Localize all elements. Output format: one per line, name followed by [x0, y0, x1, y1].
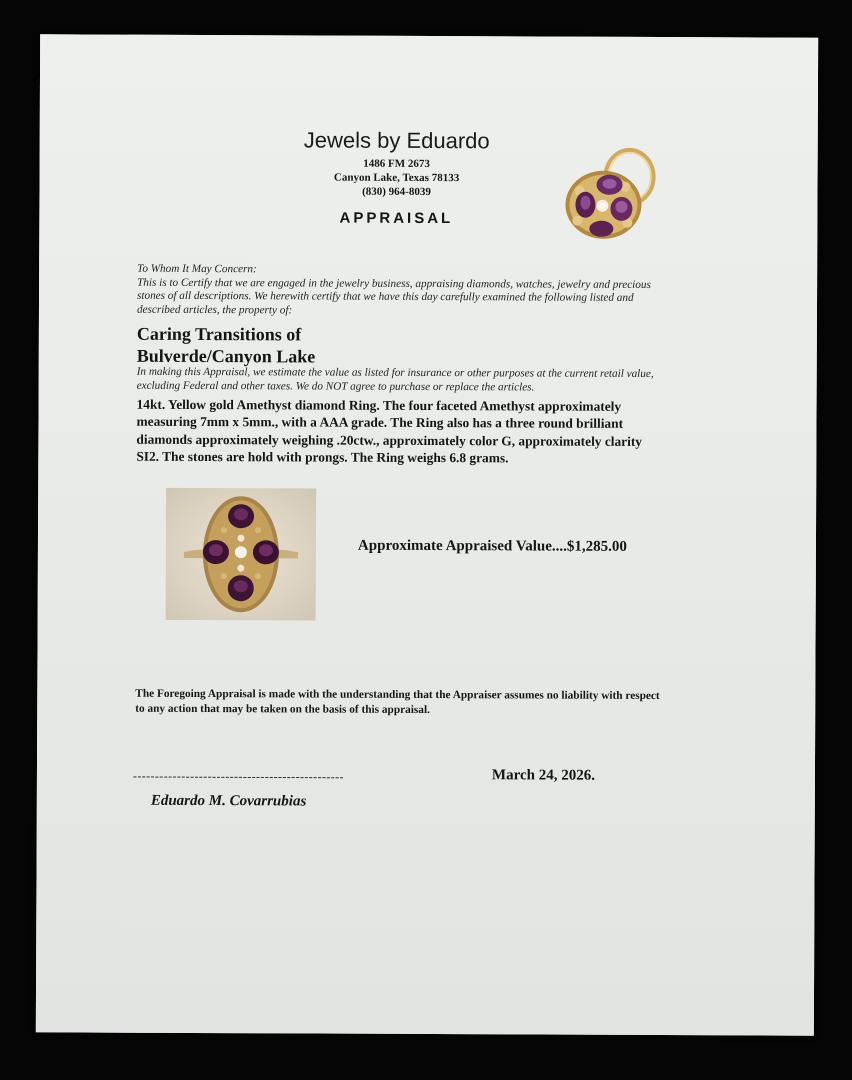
statement-line: stones of all descriptions. We herewith certify that we have this day carefully examined the following listed and — [137, 289, 634, 305]
document-title: APPRAISAL — [339, 209, 454, 228]
description-line: diamonds approximately weighing .20ctw., approximately color G, approximately clarity — [136, 431, 643, 449]
description-line: SI2. The stones are hold with prongs. The Ring weighs 6.8 grams. — [136, 448, 509, 466]
disclaimer-line: The Foregoing Appraisal is made with the understanding that the Appraiser assumes no liability with respect — [135, 687, 660, 703]
appraisal-document — [36, 34, 818, 1035]
statement-line: described articles, the property of: — [136, 303, 293, 317]
appraiser-name: Eduardo M. Covarrubias — [150, 792, 307, 810]
valuation-note-line: In making this Appraisal, we estimate the value as listed for insurance or other purposes at the current retail value, — [136, 365, 654, 380]
address-line-1: 1486 FM 2673 — [363, 157, 430, 171]
disclaimer-line: to any action that may be taken on the basis of this appraisal. — [135, 702, 430, 716]
phone-number: (830) 964-8039 — [362, 185, 431, 199]
valuation-note — [137, 366, 777, 396]
owner-line-1: Caring Transitions of — [136, 323, 302, 345]
salutation: To Whom It May Concern: — [137, 262, 257, 276]
owner-line-2: Bulverde/Canyon Lake — [136, 345, 316, 367]
appraisal-date: March 24, 2026. — [491, 767, 596, 784]
liability-disclaimer — [135, 687, 775, 719]
ring-image — [166, 488, 317, 621]
signature-line: ------------------------------------------------ — [132, 768, 344, 784]
address-line-2: Canyon Lake, Texas 78133 — [333, 171, 460, 185]
business-name: Jewels by Eduardo — [303, 127, 490, 154]
appraised-value: Approximate Appraised Value....$1,285.00 — [357, 537, 627, 555]
certification-block — [137, 263, 777, 320]
item-description — [136, 396, 776, 468]
description-line: measuring 7mm x 5mm., with a AAA grade. The Ring also has a three round brilliant — [136, 414, 624, 432]
statement-line: This is to Certify that we are engaged in the jewelry business, appraising diamonds, watches, jewelry and precious — [137, 276, 651, 291]
valuation-note-line: excluding Federal and other taxes. We do NOT agree to purchase or replace the articles. — [136, 379, 535, 394]
description-line: 14kt. Yellow gold Amethyst diamond Ring. The four faceted Amethyst approximately — [136, 396, 622, 414]
owner-name — [137, 323, 316, 368]
